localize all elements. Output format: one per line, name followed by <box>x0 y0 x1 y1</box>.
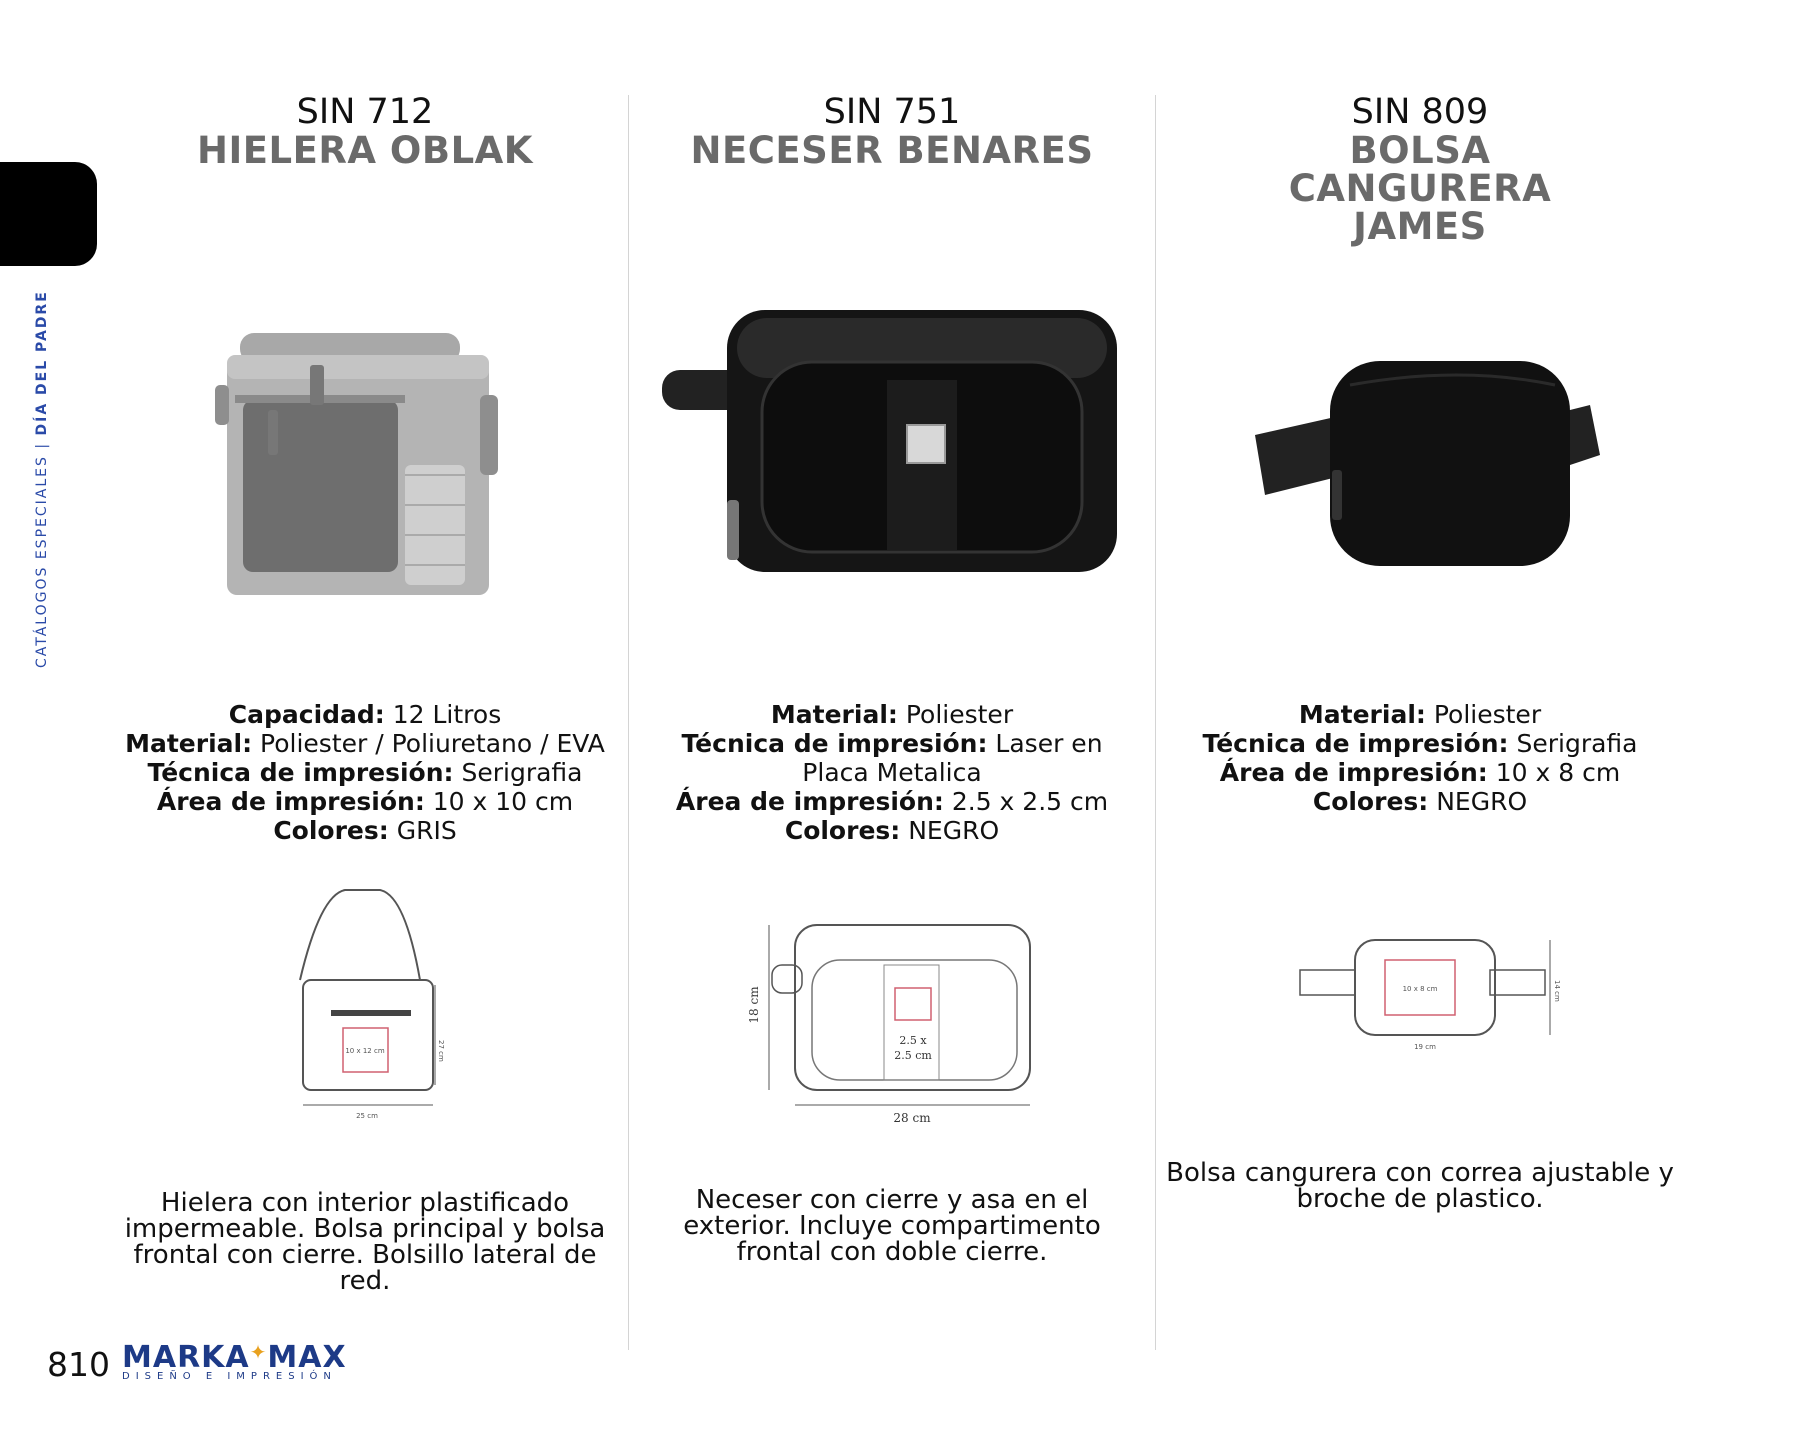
toiletry-print-diagram <box>632 910 1152 1130</box>
spec-line: Material: Poliester <box>1298 700 1542 729</box>
width-label: 19 cm <box>1414 1043 1436 1051</box>
height-label: 14 cm <box>1553 980 1561 1002</box>
side-label-highlight: DÍA DEL PADRE <box>34 290 50 436</box>
height-label: 18 cm <box>747 986 761 1024</box>
page-number: 810 <box>47 1345 110 1384</box>
product-specs <box>632 700 1152 845</box>
spec-line: Material: Poliester <box>770 700 1014 729</box>
product-card-sin-751 <box>632 0 1152 1360</box>
product-specs <box>105 700 625 845</box>
product-description: Hielera con interior plastificado impermeable. Bolsa principal y bolsa frontal con cierre. Bolsillo lateral de red. <box>124 1188 606 1296</box>
side-section-label <box>34 290 50 668</box>
print-area-label: 10 x 12 cm <box>345 1047 385 1055</box>
product-code: SIN 751 <box>823 92 961 132</box>
product-description: Neceser con cierre y asa en el exterior. Incluye compartimento frontal con doble cierre. <box>683 1185 1101 1267</box>
height-label: 27 cm <box>437 1040 445 1062</box>
waist-bag-photo <box>1160 345 1680 575</box>
column-divider <box>628 95 629 1350</box>
brand-right: MAX <box>267 1340 347 1375</box>
product-code: SIN 712 <box>296 92 434 132</box>
spec-line: Área de impresión: 10 x 10 cm <box>156 787 574 816</box>
section-tab-marker <box>0 162 97 266</box>
spec-line: Área de impresión: 2.5 x 2.5 cm <box>675 787 1109 816</box>
spec-line: Colores: NEGRO <box>1312 787 1528 816</box>
print-area-label-1: 2.5 x <box>899 1034 927 1047</box>
toiletry-bag-photo <box>632 290 1152 590</box>
brand-logo <box>122 1340 347 1382</box>
star-icon: ✦ <box>249 1340 268 1364</box>
spec-line: Capacidad: 12 Litros <box>228 700 502 729</box>
waist-bag-print-diagram <box>1160 925 1680 1065</box>
spec-line: Colores: NEGRO <box>784 816 1000 845</box>
product-code: SIN 809 <box>1351 92 1489 132</box>
product-card-sin-809 <box>1160 0 1680 1360</box>
cooler-bag-photo <box>105 315 625 605</box>
spec-line: Técnica de impresión: Laser en Placa Metalica <box>681 729 1103 787</box>
print-area-label: 10 x 8 cm <box>1402 985 1438 993</box>
product-name: BOLSA CANGURERA JAMES <box>1288 129 1552 248</box>
spec-line: Material: Poliester / Poliuretano / EVA <box>125 729 605 758</box>
width-label: 28 cm <box>893 1111 931 1125</box>
width-label: 25 cm <box>356 1112 378 1120</box>
product-name: HIELERA OBLAK <box>197 129 533 172</box>
spec-line: Técnica de impresión: Serigrafia <box>1202 729 1638 758</box>
product-description: Bolsa cangurera con correa ajustable y broche de plastico. <box>1166 1158 1674 1214</box>
spec-line: Área de impresión: 10 x 8 cm <box>1219 758 1621 787</box>
spec-line: Técnica de impresión: Serigrafia <box>147 758 583 787</box>
column-divider <box>1155 95 1156 1350</box>
spec-line: Colores: GRIS <box>273 816 457 845</box>
side-label-prefix: CATÁLOGOS ESPECIALES | <box>34 435 50 668</box>
product-card-sin-712 <box>105 0 625 1360</box>
brand-tagline: DISEÑO E IMPRESIÓN <box>122 1371 337 1382</box>
product-specs <box>1160 700 1680 816</box>
print-area-label-2: 2.5 cm <box>894 1049 932 1062</box>
cooler-print-diagram <box>105 880 625 1120</box>
product-name: NECESER BENARES <box>690 129 1094 172</box>
brand-left: MARKA <box>122 1340 250 1375</box>
